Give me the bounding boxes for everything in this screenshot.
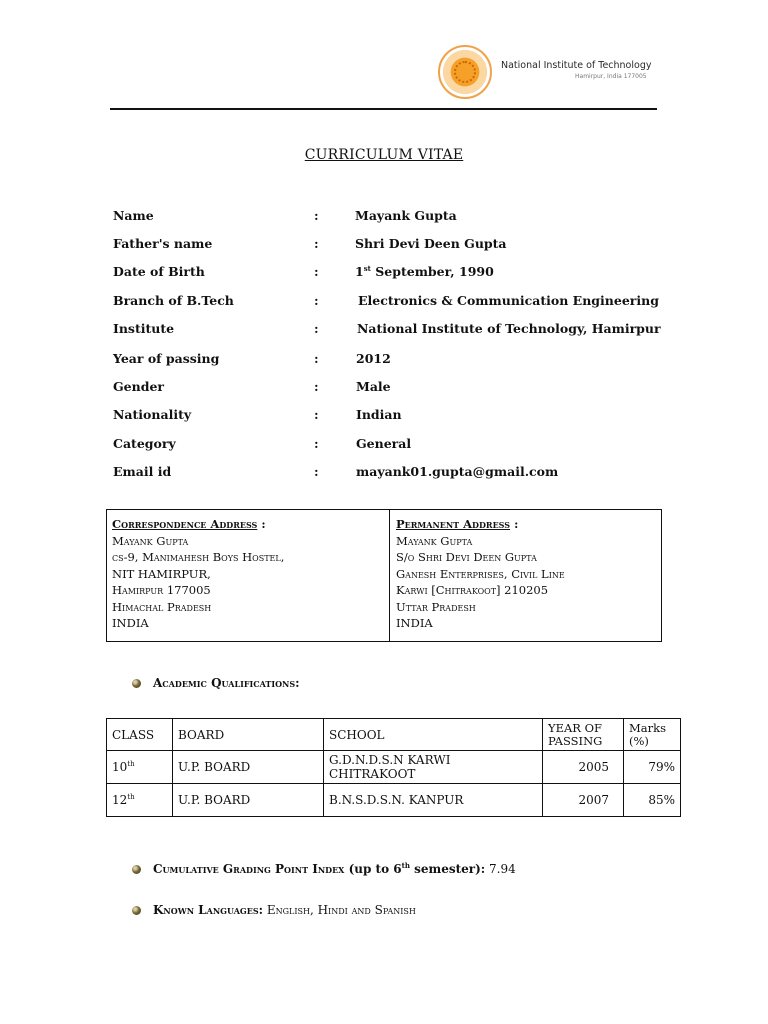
col-school: SCHOOL [324,719,543,751]
info-value: Electronics & Communication Engineering [358,293,659,308]
permanent-address: Permanent Address : Mayank Gupta S/o Shri Devi Deen Gupta Ganesh Enterprises, Civil Line Karwi [Chitrakoot] 210205 Uttar Pradesh INDIA [396,517,565,630]
header-rule [110,108,657,110]
info-value: Male [356,379,391,394]
address-line: INDIA [112,616,149,630]
info-value: 1st September, 1990 [355,264,494,279]
address-line: Karwi [Chitrakoot] 210205 [396,583,549,597]
col-class: CLASS [107,719,173,751]
table-header-row [107,719,681,751]
col-year: YEAR OF PASSING [543,719,624,751]
cell-year: 2005 [543,751,624,784]
cell-school: G.D.N.D.S.N KARWI CHITRAKOOT [324,751,543,784]
cell-year: 2007 [543,784,624,817]
info-value: Mayank Gupta [355,208,457,223]
languages-heading: Known Languages [153,903,259,917]
info-colon: : [314,379,319,394]
address-line: Ganesh Enterprises, Civil Line [396,566,565,581]
academic-table [106,718,681,817]
permanent-address-title: Permanent Address [396,517,511,531]
info-label: Name [113,208,154,223]
info-label: Date of Birth [113,264,205,279]
cell-school: B.N.S.D.S.N. KANPUR [324,784,543,817]
info-colon: : [314,321,319,336]
institute-name: National Institute of Technology [501,60,652,71]
address-divider [389,510,390,641]
info-label: Institute [113,321,175,336]
cell-board: U.P. BOARD [173,751,324,784]
languages-line: Known Languages: English, Hindi and Spanish [153,903,416,917]
info-row-nationality [0,407,768,427]
info-row-category [0,436,768,456]
info-colon: : [314,407,319,422]
institute-location: Hamirpur, India 177005 [575,73,647,80]
info-colon: : [314,208,319,223]
correspondence-address: Correspondence Address : Mayank Gupta cs-9, Manimahesh Boys Hostel, NIT HAMIRPUR, Hamirpur 177005 Himachal Pradesh INDIA [112,517,285,630]
address-line: Himachal Pradesh [112,599,212,614]
info-row-gender [0,379,768,399]
info-row-institute [0,321,768,341]
info-label: Category [113,436,176,451]
info-label: Gender [113,379,164,394]
info-row-dob [0,264,768,284]
address-line: Hamirpur 177005 [112,583,211,597]
languages-value: English, Hindi and Spanish [263,903,416,917]
col-marks: Marks (%) [624,719,681,751]
cell-class: 10th [107,751,173,784]
info-label: Branch of B.Tech [113,293,234,308]
info-colon: : [314,464,319,479]
info-colon: : [314,264,319,279]
cell-board: U.P. BOARD [173,784,324,817]
address-box [106,509,662,642]
address-line: Mayank Gupta [112,533,189,548]
info-row-name [0,208,768,228]
cgpi-heading: Cumulative Grading Point Index [153,862,345,876]
info-row-year [0,351,768,371]
info-row-email [0,464,768,484]
info-label: Nationality [113,407,192,422]
address-line: Uttar Pradesh [396,599,476,614]
nit-logo [438,45,492,99]
info-colon: : [314,351,319,366]
cgpi-line: Cumulative Grading Point Index (up to 6th semester): 7.94 [153,861,516,876]
info-row-father [0,236,768,256]
bullet-icon [132,865,141,874]
cgpi-value: 7.94 [485,862,516,876]
info-row-branch [0,293,768,313]
address-line: Mayank Gupta [396,533,473,548]
col-board: BOARD [173,719,324,751]
bullet-icon [132,906,141,915]
cell-marks: 85% [624,784,681,817]
table-row [107,751,681,784]
info-colon: : [314,436,319,451]
info-label: Year of passing [113,351,220,366]
cell-class: 12th [107,784,173,817]
info-label: Father's name [113,236,213,251]
info-value: Indian [356,407,402,422]
academic-heading: Academic Qualifications: [153,676,300,690]
address-line: S/o Shri Devi Deen Gupta [396,550,537,564]
email-value: mayank01.gupta@gmail.com [356,464,559,479]
correspondence-address-title: Correspondence Address [112,517,258,531]
table-row [107,784,681,817]
cell-marks: 79% [624,751,681,784]
address-line: INDIA [396,616,433,630]
info-value: General [356,436,412,451]
info-value: National Institute of Technology, Hamirpur [357,321,661,336]
address-line: NIT HAMIRPUR, [112,566,211,581]
page-title: CURRICULUM VITAE [304,147,464,163]
info-colon: : [314,236,319,251]
info-colon: : [314,293,319,308]
address-line: cs-9, Manimahesh Boys Hostel, [112,550,285,564]
info-value: 2012 [356,351,391,366]
bullet-icon [132,679,141,688]
info-value: Shri Devi Deen Gupta [355,236,507,251]
info-label: Email id [113,464,172,479]
